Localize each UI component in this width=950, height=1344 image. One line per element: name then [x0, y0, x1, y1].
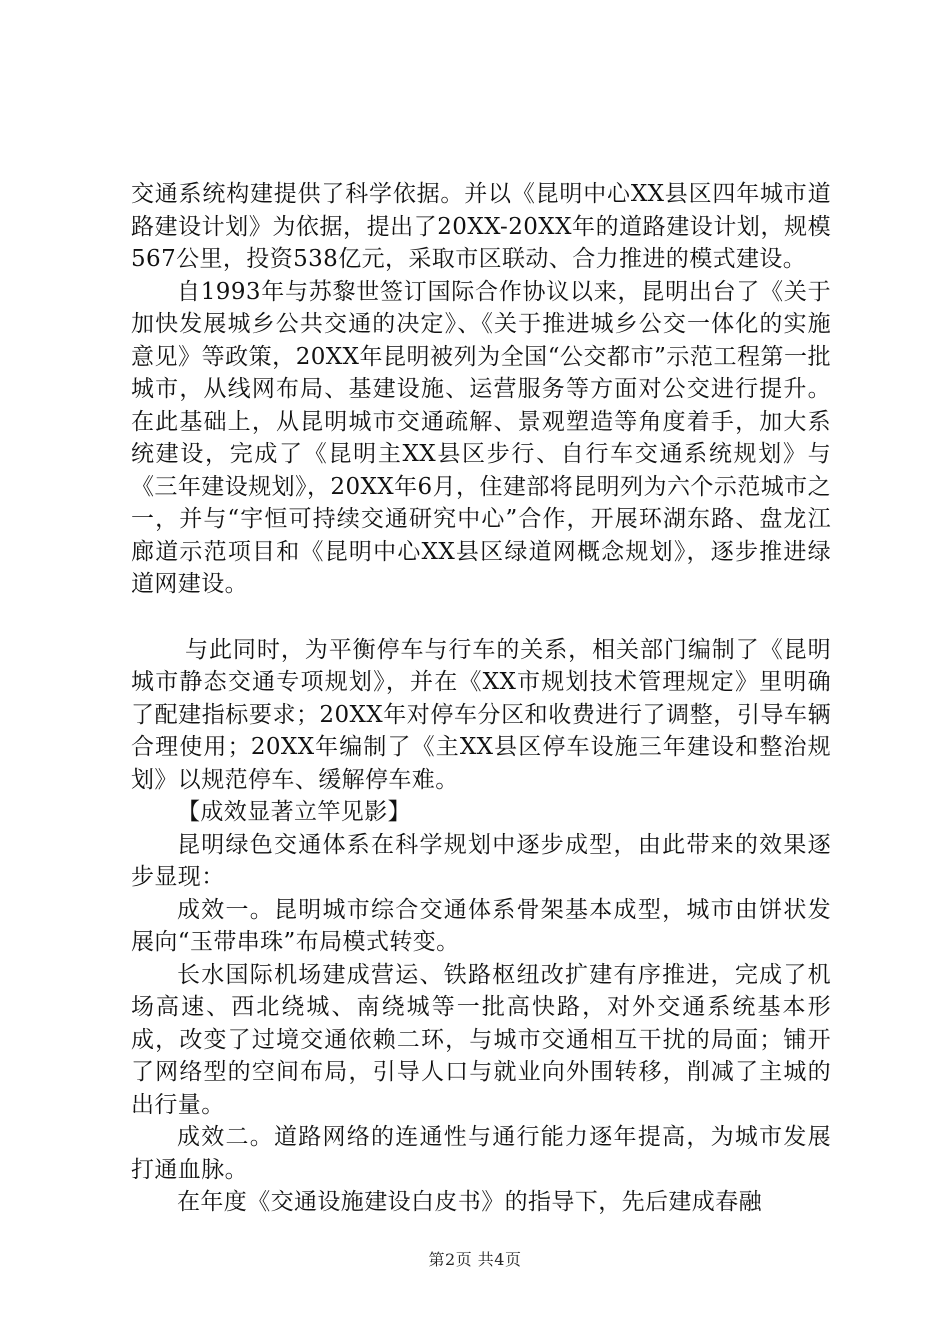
paragraph-result-two: 成效二。道路网络的连通性与通行能力逐年提高，为城市发展打通血脉。: [131, 1124, 831, 1183]
paragraph-policy: 自1993年与苏黎世签订国际合作协议以来，昆明出台了《关于加快发展城乡公共交通的决定》、《关于推进城乡公交一体化的实施意见》等政策，20XX年昆明被列为全国“公交都市”示范工程第一批城市，从线网布局、基建设施、运营服务等方面对公交进行提升。在此基础上，从昆明城市交通疏解、景观塑造等角度着手，加大系统建设，完成了《昆明主XX县区步行、自行车交通系统规划》与《三年建设规划》，20XX年6月，住建部将昆明列为六个示范城市之一，并与“宇恒可持续交通研究中心”合作，开展环湖东路、盘龙江廊道示范项目和《昆明中心XX县区绿道网概念规划》，逐步推进绿道网建设。: [131, 278, 831, 597]
paragraph-whitepaper: 在年度《交通设施建设白皮书》的指导下，先后建成春融: [177, 1189, 762, 1215]
paragraph-parking: 与此同时，为平衡停车与行车的关系，相关部门编制了《昆明城市静态交通专项规划》，并在《XX市规划技术管理规定》里明确了配建指标要求；20XX年对停车分区和收费进行了调整，引导车辆合理使用；20XX年编制了《主XX县区停车设施三年建设和整治规划》以规范停车、缓解停车难。: [131, 636, 831, 793]
document-body: [131, 178, 831, 1219]
page-footer: 第2页 共4页: [428, 1250, 522, 1269]
paragraph-gap: [131, 601, 831, 634]
paragraph-results-intro: 昆明绿色交通体系在科学规划中逐步成型，由此带来的效果逐步显现：: [131, 831, 831, 890]
paragraph-continuation: 交通系统构建提供了科学依据。并以《昆明中心XX县区四年城市道路建设计划》为依据，提出了20XX-20XX年的道路建设计划，规模567公里，投资538亿元，采取市区联动、合力推进的模式建设。: [131, 181, 831, 272]
paragraph-airport: 长水国际机场建成营运、铁路枢纽改扩建有序推进，完成了机场高速、西北绕城、南绕城等一批高快路，对外交通系统基本形成，改变了过境交通依赖二环，与城市交通相互干扰的局面；铺开了网络型的空间布局，引导人口与就业向外围转移，削减了主城的出行量。: [131, 961, 831, 1118]
section-heading: 【成效显著立竿见影】: [177, 799, 411, 825]
paragraph-result-one: 成效一。昆明城市综合交通体系骨架基本成型，城市由饼状发展向“玉带串珠”布局模式转变。: [131, 896, 831, 955]
